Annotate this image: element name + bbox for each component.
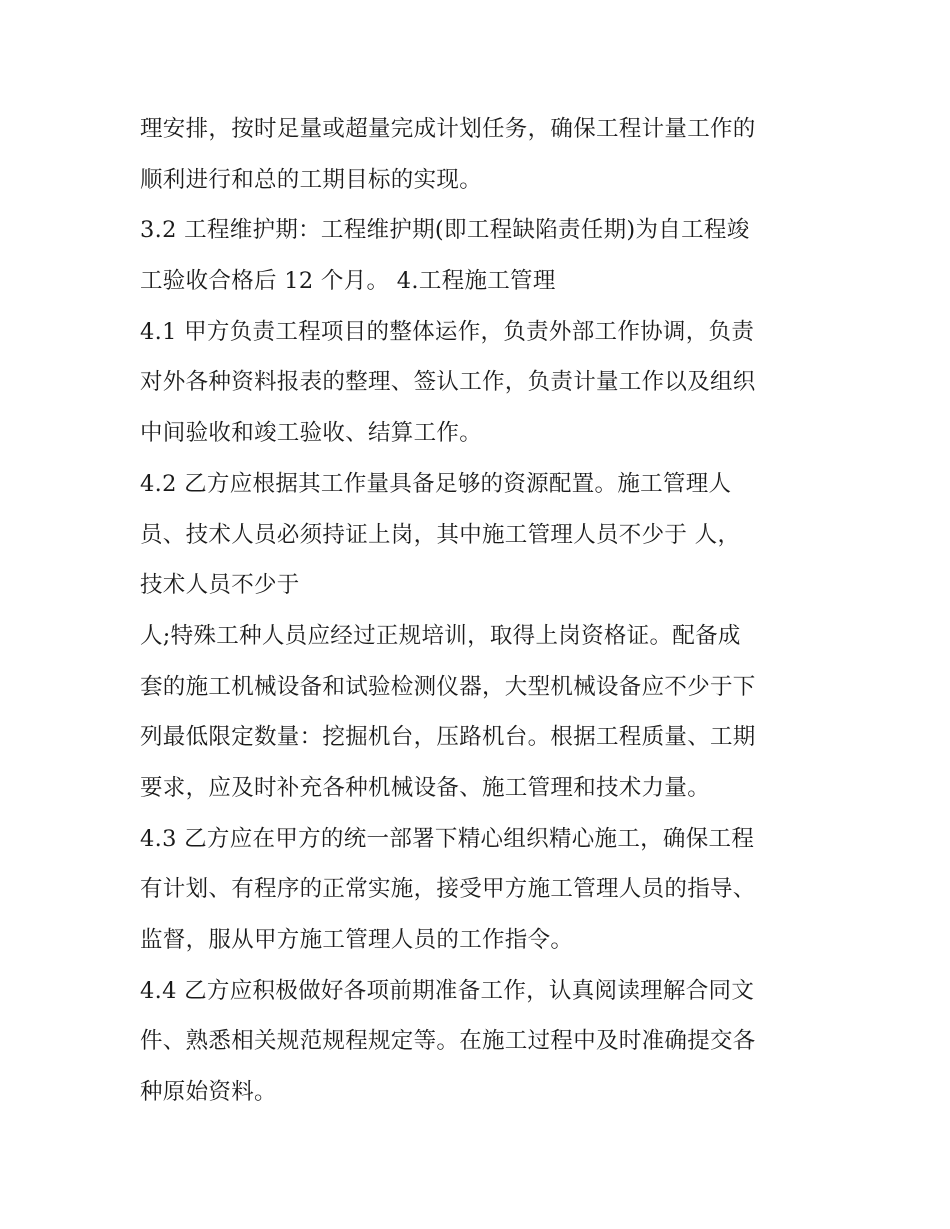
- text-line: 件、熟悉相关规范规程规定等。在施工过程中及时准确提交各: [140, 1028, 756, 1055]
- text-line: 要求，应及时补充各种机械设备、施工管理和技术力量。: [140, 774, 711, 801]
- text-line: 顺利进行和总的工期目标的实现。: [140, 166, 483, 193]
- document-body: [140, 104, 820, 1118]
- text-line: 4.4 乙方应积极做好各项前期准备工作，认真阅读理解合同文: [140, 977, 755, 1004]
- text-line: 中间验收和竣工验收、结算工作。: [140, 420, 483, 447]
- text-line: 工验收合格后 12 个月。 4.工程施工管理: [140, 268, 556, 295]
- text-line: 员、技术人员必须持证上岗，其中施工管理人员不少于 人，: [140, 521, 741, 548]
- text-line: 技术人员不少于: [140, 572, 300, 599]
- text-line: 3.2 工程维护期：工程维护期(即工程缺陷责任期)为自工程竣: [140, 217, 750, 244]
- text-line: 4.2 乙方应根据其工作量具备足够的资源配置。施工管理人: [140, 470, 732, 497]
- text-line: 理安排，按时足量或超量完成计划任务，确保工程计量工作的: [140, 116, 756, 142]
- text-line: 种原始资料。: [140, 1079, 277, 1106]
- text-line: 4.1 甲方负责工程项目的整体运作，负责外部工作协调，负责: [140, 318, 755, 345]
- text-line: 有计划、有程序的正常实施，接受甲方施工管理人员的指导、: [140, 876, 756, 903]
- text-line: 监督，服从甲方施工管理人员的工作指令。: [140, 927, 574, 953]
- text-line: 套的施工机械设备和试验检测仪器，大型机械设备应不少于下: [140, 673, 756, 700]
- text-line: 列最低限定数量：挖掘机台，压路机台。根据工程质量、工期: [140, 724, 756, 751]
- text-line: 对外各种资料报表的整理、签认工作，负责计量工作以及组织: [140, 369, 756, 396]
- text-line: 4.3 乙方应在甲方的统一部署下精心组织精心施工，确保工程: [140, 825, 755, 852]
- text-line: 人;特殊工种人员应经过正规培训，取得上岗资格证。配备成: [140, 622, 741, 649]
